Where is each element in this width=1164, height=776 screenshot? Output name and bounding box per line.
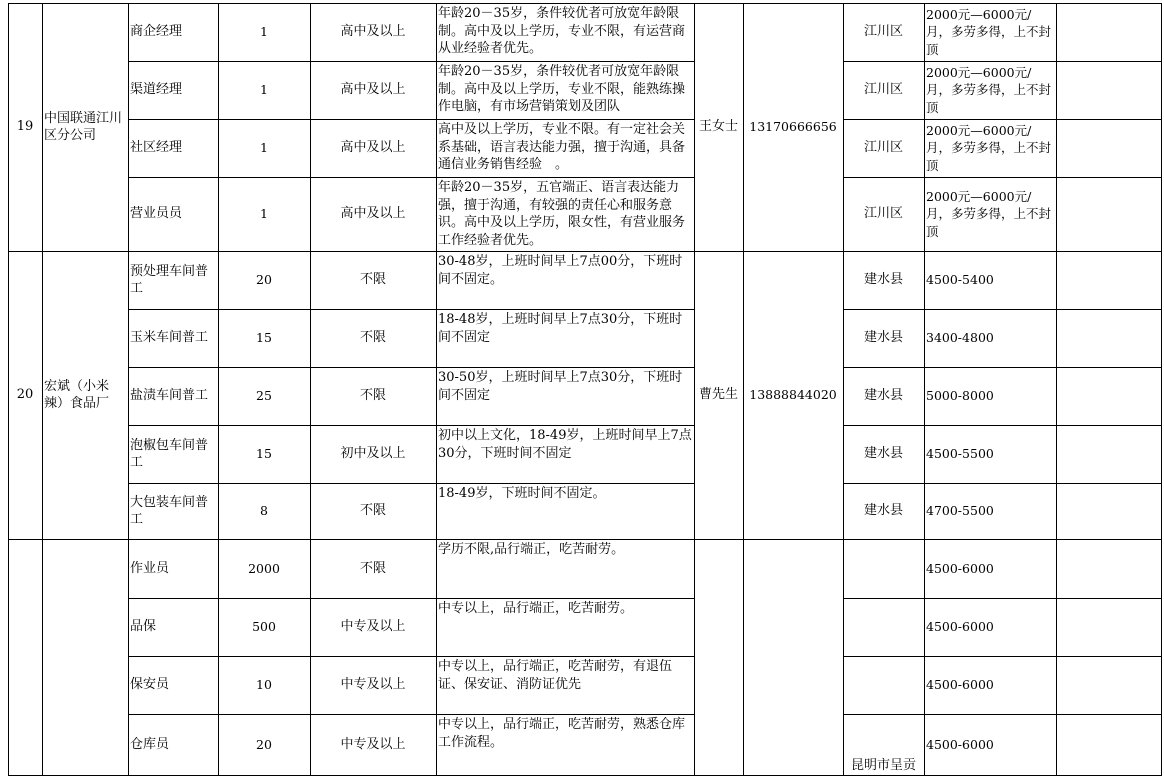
- job-requirements: [436, 309, 694, 367]
- job-education-text: 中专及以上: [340, 619, 406, 635]
- remarks: [1056, 425, 1161, 483]
- job-requirements: [436, 598, 694, 656]
- serial-number: [8, 539, 42, 775]
- job-education-text: 高中及以上: [340, 24, 406, 40]
- job-count-text: 1: [260, 24, 268, 40]
- grid-line: [8, 251, 1162, 252]
- contact-phone-text: 13888844020: [749, 387, 837, 403]
- contact-phone: [743, 251, 843, 539]
- job-position-text: 玉米车间普工: [130, 330, 209, 346]
- contact-person: [694, 3, 743, 251]
- job-education: [310, 367, 436, 425]
- salary: [924, 251, 1056, 309]
- work-location: [843, 177, 924, 251]
- job-position: [128, 61, 218, 119]
- job-count: [218, 483, 310, 539]
- job-position-text: 大包装车间普工: [130, 494, 209, 527]
- salary-text: 4500-6000: [926, 736, 994, 752]
- job-position: [128, 309, 218, 367]
- job-count: [218, 61, 310, 119]
- job-position-text: 泡椒包车间普工: [130, 437, 209, 470]
- remarks: [1056, 61, 1161, 119]
- job-count-text: 25: [256, 388, 272, 404]
- job-position-text: 仓库员: [130, 736, 170, 752]
- job-position: [128, 367, 218, 425]
- job-education: [310, 425, 436, 483]
- job-count: [218, 251, 310, 309]
- work-location-text: 建水县: [863, 330, 903, 346]
- salary: [924, 714, 1056, 775]
- salary: [924, 367, 1056, 425]
- grid-line: [218, 3, 219, 776]
- grid-line: [8, 3, 9, 776]
- contact-phone: [743, 3, 843, 251]
- serial-number: [8, 251, 42, 539]
- remarks: [1056, 598, 1161, 656]
- job-education-text: 不限: [359, 272, 386, 288]
- work-location-text: 江川区: [863, 140, 903, 156]
- remarks: [1056, 177, 1161, 251]
- work-location-text: 建水县: [863, 503, 903, 519]
- job-position-text: 渠道经理: [130, 82, 183, 98]
- remarks: [1056, 3, 1161, 61]
- job-requirements-text: 中专以上，品行端正，吃苦耐劳，有退伍证、保安证、消防证优先: [438, 659, 673, 692]
- job-count-text: 10: [256, 677, 272, 693]
- job-requirements: [436, 539, 694, 598]
- remarks: [1056, 251, 1161, 309]
- remarks: [1056, 483, 1161, 539]
- work-location: [843, 656, 924, 714]
- job-count-text: 8: [260, 503, 268, 519]
- company-name: [42, 251, 128, 539]
- job-requirements-text: 学历不限,品行端正，吃苦耐劳。: [438, 542, 625, 557]
- job-education: [310, 656, 436, 714]
- company-name: [42, 539, 128, 775]
- serial-number-text: 19: [16, 119, 34, 135]
- job-requirements-text: 年龄20－35岁，条件较优者可放宽年龄限制。高中及以上学历，专业不限，能熟练操作电脑，有市场营销策划及团队: [438, 64, 686, 114]
- job-education: [310, 3, 436, 61]
- contact-phone-text: 13170666656: [749, 119, 837, 135]
- job-education: [310, 177, 436, 251]
- company-name-text: 宏斌（小米辣）食品厂: [44, 378, 110, 411]
- salary-text: 2000元—6000元/月，多劳多得，上不封顶: [926, 188, 1052, 239]
- job-education-text: 不限: [359, 503, 386, 519]
- job-position-text: 保安员: [130, 677, 170, 693]
- salary: [924, 309, 1056, 367]
- salary-text: 4700-5500: [926, 503, 994, 519]
- job-count: [218, 177, 310, 251]
- job-requirements: [436, 3, 694, 61]
- job-count-text: 2000: [248, 560, 280, 576]
- contact-person-text: 曹先生: [698, 387, 738, 403]
- job-position: [128, 539, 218, 598]
- job-education-text: 不限: [359, 388, 386, 404]
- job-count: [218, 309, 310, 367]
- job-requirements-text: 18-48岁，上班时间早上7点30分，下班时间不固定: [438, 312, 683, 345]
- job-count: [218, 3, 310, 61]
- work-location: [843, 119, 924, 177]
- job-count: [218, 598, 310, 656]
- contact-person: [694, 539, 743, 775]
- work-location: [843, 367, 924, 425]
- company-name: [42, 3, 128, 251]
- salary-text: 5000-8000: [926, 388, 994, 404]
- job-education-text: 不限: [359, 330, 386, 346]
- salary: [924, 656, 1056, 714]
- salary-text: 2000元—6000元/月，多劳多得，上不封顶: [926, 122, 1052, 173]
- job-requirements-text: 中专以上，品行端正，吃苦耐劳，熟悉仓库工作流程。: [438, 717, 686, 750]
- job-education-text: 中专及以上: [340, 677, 406, 693]
- job-education: [310, 119, 436, 177]
- job-position-text: 社区经理: [130, 140, 183, 156]
- job-education-text: 高中及以上: [340, 82, 406, 98]
- job-education: [310, 539, 436, 598]
- contact-person-text: 王女士: [698, 119, 738, 135]
- salary-text: 2000元—6000元/月，多劳多得，上不封顶: [926, 6, 1052, 57]
- job-requirements-text: 年龄20－35岁，条件较优者可放宽年龄限制。高中及以上学历，专业不限，有运营商从业经验者优先。: [438, 6, 686, 56]
- job-requirements: [436, 251, 694, 309]
- company-name-text: 中国联通江川区分公司: [44, 110, 123, 143]
- job-education-text: 高中及以上: [340, 140, 406, 156]
- job-count: [218, 539, 310, 598]
- job-position: [128, 714, 218, 775]
- job-position-text: 盐渍车间普工: [130, 388, 209, 404]
- job-requirements: [436, 483, 694, 539]
- work-location: [843, 483, 924, 539]
- job-requirements-text: 30-48岁，上班时间早上7点00分，下班时间不固定。: [438, 254, 683, 287]
- grid-line: [1056, 3, 1057, 776]
- job-position: [128, 177, 218, 251]
- remarks: [1056, 539, 1161, 598]
- remarks: [1056, 714, 1161, 775]
- salary-text: 4500-6000: [926, 619, 994, 635]
- salary: [924, 177, 1056, 251]
- serial-number: [8, 3, 42, 251]
- job-requirements-text: 中专以上，品行端正，吃苦耐劳。: [438, 601, 634, 616]
- salary: [924, 61, 1056, 119]
- job-requirements: [436, 177, 694, 251]
- serial-number-text: 20: [16, 387, 34, 403]
- job-count-text: 15: [256, 446, 272, 462]
- job-count-text: 20: [256, 736, 272, 752]
- work-location-text: 江川区: [863, 206, 903, 222]
- grid-line: [743, 3, 744, 776]
- remarks: [1056, 309, 1161, 367]
- work-location-text: 江川区: [863, 24, 903, 40]
- salary-text: 4500-6000: [926, 560, 994, 576]
- job-position: [128, 656, 218, 714]
- job-position-text: 预处理车间普工: [130, 263, 209, 296]
- work-location: [843, 309, 924, 367]
- salary-text: 4500-5500: [926, 446, 994, 462]
- job-count-text: 15: [256, 330, 272, 346]
- work-location-text: 江川区: [863, 82, 903, 98]
- job-position: [128, 251, 218, 309]
- salary: [924, 3, 1056, 61]
- work-location: [843, 425, 924, 483]
- job-position: [128, 598, 218, 656]
- work-location: [843, 61, 924, 119]
- grid-line: [924, 3, 925, 776]
- job-education-text: 中专及以上: [340, 736, 406, 752]
- remarks: [1056, 119, 1161, 177]
- job-requirements: [436, 656, 694, 714]
- salary: [924, 598, 1056, 656]
- grid-line: [436, 3, 437, 776]
- grid-line: [843, 3, 844, 776]
- job-education: [310, 61, 436, 119]
- work-location-text: 建水县: [863, 272, 903, 288]
- job-requirements: [436, 119, 694, 177]
- job-education-text: 不限: [359, 560, 386, 576]
- job-position-text: 营业员员: [130, 206, 183, 222]
- job-count: [218, 119, 310, 177]
- job-education: [310, 598, 436, 656]
- job-requirements-text: 高中及以上学历，专业不限。有一定社会关系基础，语言表达能力强，擅于沟通，具备通信业务销售经验 。: [438, 122, 686, 172]
- grid-line: [42, 3, 43, 776]
- job-education-text: 初中及以上: [340, 446, 406, 462]
- job-count-text: 1: [260, 206, 268, 222]
- remarks: [1056, 656, 1161, 714]
- salary-text: 4500-6000: [926, 677, 994, 693]
- job-position: [128, 3, 218, 61]
- contact-phone: [743, 539, 843, 775]
- job-count: [218, 367, 310, 425]
- grid-line: [694, 3, 695, 776]
- job-requirements: [436, 425, 694, 483]
- grid-line: [8, 3, 1162, 4]
- salary: [924, 119, 1056, 177]
- salary-text: 3400-4800: [926, 330, 994, 346]
- job-position-text: 品保: [130, 619, 157, 635]
- grid-line: [128, 3, 129, 776]
- work-location-text: 建水县: [863, 446, 903, 462]
- job-count: [218, 656, 310, 714]
- job-position: [128, 119, 218, 177]
- job-position: [128, 425, 218, 483]
- job-requirements: [436, 367, 694, 425]
- job-count: [218, 425, 310, 483]
- remarks: [1056, 367, 1161, 425]
- job-position-text: 商企经理: [130, 24, 183, 40]
- contact-person: [694, 251, 743, 539]
- work-location: [843, 3, 924, 61]
- job-count-text: 1: [260, 82, 268, 98]
- grid-line: [1161, 3, 1162, 776]
- work-location-text: 建水县: [863, 388, 903, 404]
- salary-text: 4500-5400: [926, 272, 994, 288]
- work-location: [843, 251, 924, 309]
- salary: [924, 483, 1056, 539]
- job-requirements: [436, 714, 694, 775]
- job-education: [310, 251, 436, 309]
- job-requirements-text: 初中以上文化，18-49岁，上班时间早上7点30分，下班时间不固定: [438, 428, 692, 461]
- work-location: [843, 598, 924, 656]
- job-count-text: 20: [256, 272, 272, 288]
- salary: [924, 539, 1056, 598]
- grid-line: [8, 539, 1162, 540]
- job-requirements-text: 30-50岁，上班时间早上7点30分，下班时间不固定: [438, 370, 683, 403]
- job-requirements: [436, 61, 694, 119]
- salary-text: 2000元—6000元/月，多劳多得，上不封顶: [926, 64, 1052, 115]
- job-requirements-text: 年龄20－35岁，五官端正、语言表达能力强，擅于沟通，有较强的责任心和服务意识。高中及以上学历，限女性，有营业服务工作经验者优先。: [438, 180, 686, 248]
- job-education-text: 高中及以上: [340, 206, 406, 222]
- job-count-text: 1: [260, 140, 268, 156]
- grid-line: [310, 3, 311, 776]
- job-count-text: 500: [252, 619, 276, 635]
- job-count: [218, 714, 310, 775]
- job-education: [310, 309, 436, 367]
- work-location: [843, 539, 924, 598]
- work-location-partial: 昆明市呈贡: [850, 758, 916, 774]
- job-education: [310, 714, 436, 775]
- job-education: [310, 483, 436, 539]
- salary: [924, 425, 1056, 483]
- job-position-text: 作业员: [130, 560, 170, 576]
- job-position: [128, 483, 218, 539]
- job-requirements-text: 18-49岁，下班时间不固定。: [438, 486, 606, 501]
